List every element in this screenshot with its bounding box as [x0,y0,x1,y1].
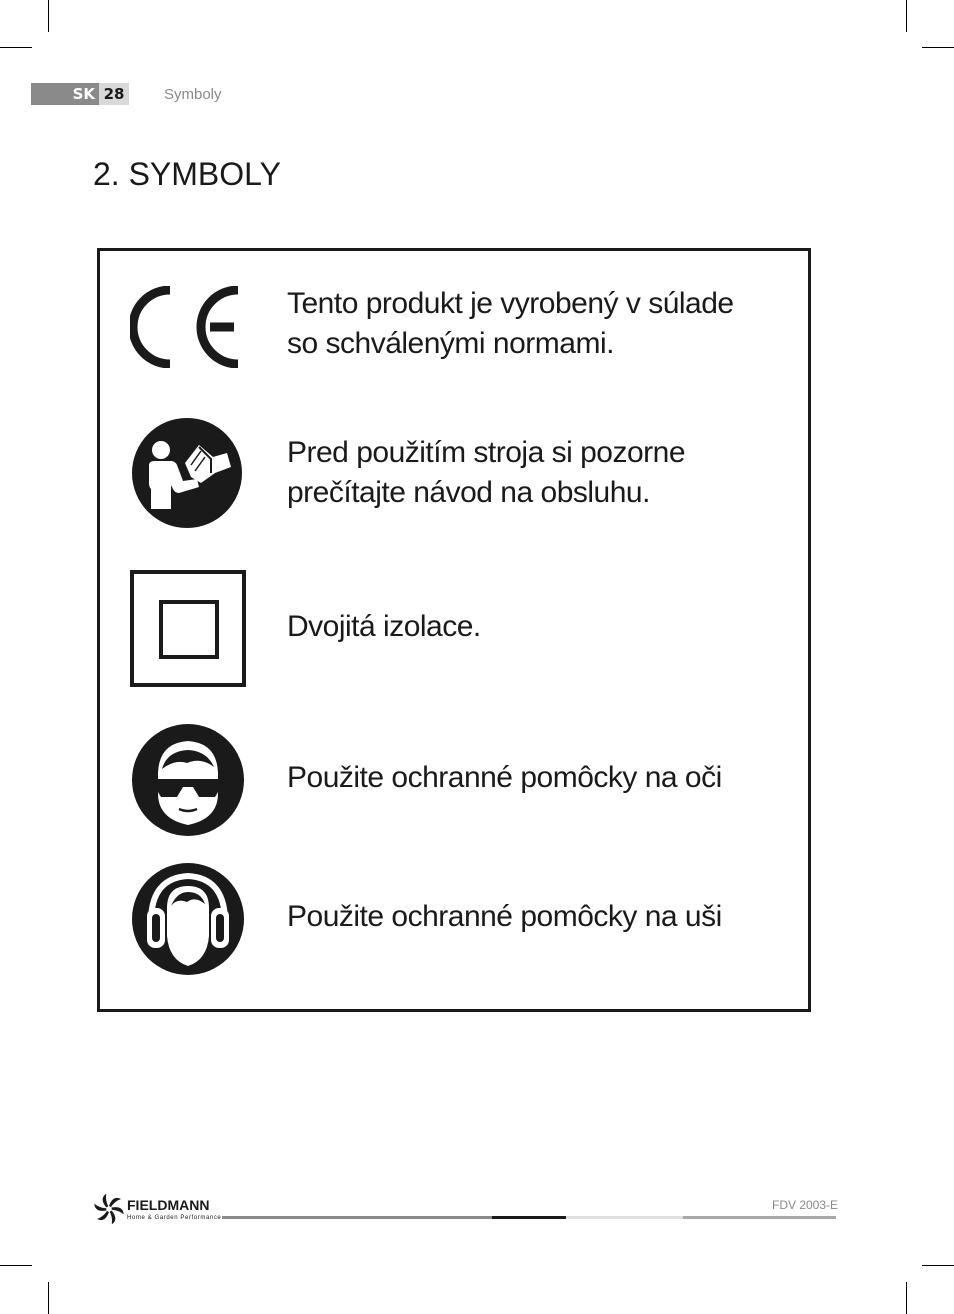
crop-mark [922,47,954,48]
brand-logo [94,1194,224,1229]
page-title: 2. SYMBOLY [93,156,281,192]
text-line: Dvojitá izolace. [287,610,481,643]
text-line: Použite ochranné pomôcky na oči [287,761,722,794]
crop-mark [48,0,49,32]
model-number: FDV 2003-E [772,1198,839,1212]
text-line: Tento produkt je vyrobený v súlade [287,287,734,320]
header-language: SK [72,85,95,103]
crop-mark [48,1282,49,1314]
read-manual-icon [131,417,243,529]
ce-mark-icon [130,286,242,368]
footer-line-black [492,1216,566,1219]
header-section: Symboly [164,86,222,103]
header-page-number: 28 [99,83,129,105]
text-line: Pred použitím stroja si pozorne [287,436,686,469]
footer-line-light [566,1216,683,1219]
crop-mark [0,1265,32,1266]
text-line: prečítajte návod na obsluhu. [287,476,650,509]
symbol-description-eyes [287,758,722,798]
double-insulation-icon [130,570,246,687]
crop-mark [906,1282,907,1314]
symbol-description-manual [287,433,685,513]
text-line: Použite ochranné pomôcky na uši [287,900,722,933]
brand-tagline: Home & Garden Performance [127,1215,222,1221]
text-line: so schválenými normami. [287,327,614,360]
crop-mark [906,0,907,32]
symbol-description-ce [287,284,734,364]
brand-name: FIELDMANN [127,1197,210,1213]
crop-mark [0,47,32,48]
footer-line-mid [683,1216,836,1219]
footer-line-gray [222,1216,492,1219]
safety-glasses-icon [131,723,245,837]
symbol-description-insulation [287,607,481,647]
ear-protection-icon [131,862,245,976]
symbol-description-ears [287,897,722,937]
crop-mark [922,1265,954,1266]
fieldmann-logo-icon [94,1194,224,1224]
